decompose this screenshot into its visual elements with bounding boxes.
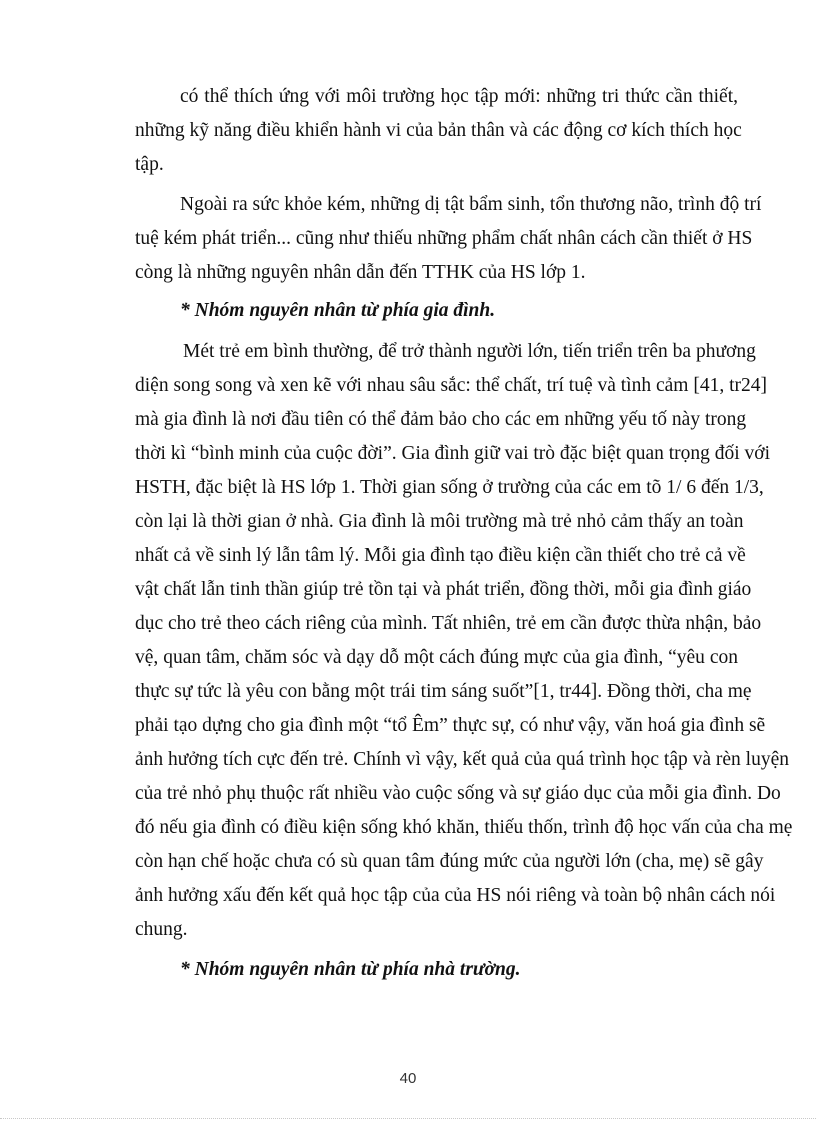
paragraph-line: nhất cả về sinh lý lẫn tâm lý. Mỗi gia đình tạo điều kiện cần thiết cho trẻ cả về [135,545,746,566]
paragraph-line: còn hạn chế hoặc chưa có sù quan tâm đúng mức của người lớn (cha, mẹ) sẽ gây [135,851,764,872]
paragraph-line: vật chất lẫn tinh thần giúp trẻ tồn tại và phát triển, đồng thời, mỗi gia đình giáo [135,579,752,600]
paragraph-line: đó nếu gia đình có điều kiện sống khó khăn, thiếu thốn, trình độ học vấn của cha mẹ [135,817,793,838]
page-bottom-rule [0,1118,816,1119]
paragraph-line: Ngoài ra sức khỏe kém, những dị tật bẩm sinh, tổn thương não, trình độ trí [180,194,762,215]
paragraph-line: chung. [135,919,188,940]
paragraph-line: dục cho trẻ theo cách riêng của mình. Tất nhiên, trẻ em cần được thừa nhận, bảo [135,613,762,634]
paragraph-line: những kỹ năng điều khiển hành vi của bản thân và các động cơ kích thích học [135,120,742,141]
paragraph-line: còn lại là thời gian ở nhà. Gia đình là môi trường mà trẻ nhỏ cảm thấy an toàn [135,511,744,532]
paragraph-line: ảnh hưởng xấu đến kết quả học tập của của HS nói riêng và toàn bộ nhân cách nói [135,885,776,906]
paragraph-line: tập. [135,154,164,175]
paragraph-line: diện song song và xen kẽ với nhau sâu sắc: thể chất, trí tuệ và tình cảm [41, tr24] [135,375,767,396]
paragraph-line: thời kì “bình minh của cuộc đời”. Gia đình giữ vai trò đặc biệt quan trọng đối với [135,443,771,464]
paragraph-line: ảnh hưởng tích cực đến trẻ. Chính vì vậy, kết quả của quá trình học tập và rèn luyện [135,749,789,770]
paragraph-line: mà gia đình là nơi đầu tiên có thể đảm bảo cho các em những yếu tố này trong [135,409,747,430]
paragraph-line: tuệ kém phát triển... cũng như thiếu những phẩm chất nhân cách cần thiết ở HS [135,228,753,249]
paragraph-line: vệ, quan tâm, chăm sóc và dạy dỗ một cách đúng mực của gia đình, “yêu con [135,647,738,668]
paragraph-line: thực sự tức là yêu con bằng một trái tim sáng suốt”[1, tr44]. Đồng thời, cha mẹ [135,681,752,702]
paragraph-line: có thể thích ứng với môi trường học tập mới: những tri thức cần thiết, [180,86,738,107]
paragraph-line: còng là những nguyên nhân dẫn đến TTHK của HS lớp 1. [135,262,586,283]
paragraph-line: phải tạo dựng cho gia đình một “tổ Êm” thực sự, có như vậy, văn hoá gia đình sẽ [135,715,766,736]
paragraph-line: Mét trẻ em bình thường, để trở thành người lớn, tiến triển trên ba phương [183,341,756,362]
section-heading-family: * Nhóm nguyên nhân từ phía gia đình. [180,300,496,321]
paragraph-line: của trẻ nhỏ phụ thuộc rất nhiều vào cuộc sống và sự giáo dục của mỗi gia đình. Do [135,783,781,804]
section-heading-school: * Nhóm nguyên nhân từ phía nhà trường. [180,959,521,980]
page-number: 40 [399,1070,417,1087]
paragraph-line: HSTH, đặc biệt là HS lớp 1. Thời gian sống ở trường của các em tõ 1/ 6 đến 1/3, [135,477,764,498]
